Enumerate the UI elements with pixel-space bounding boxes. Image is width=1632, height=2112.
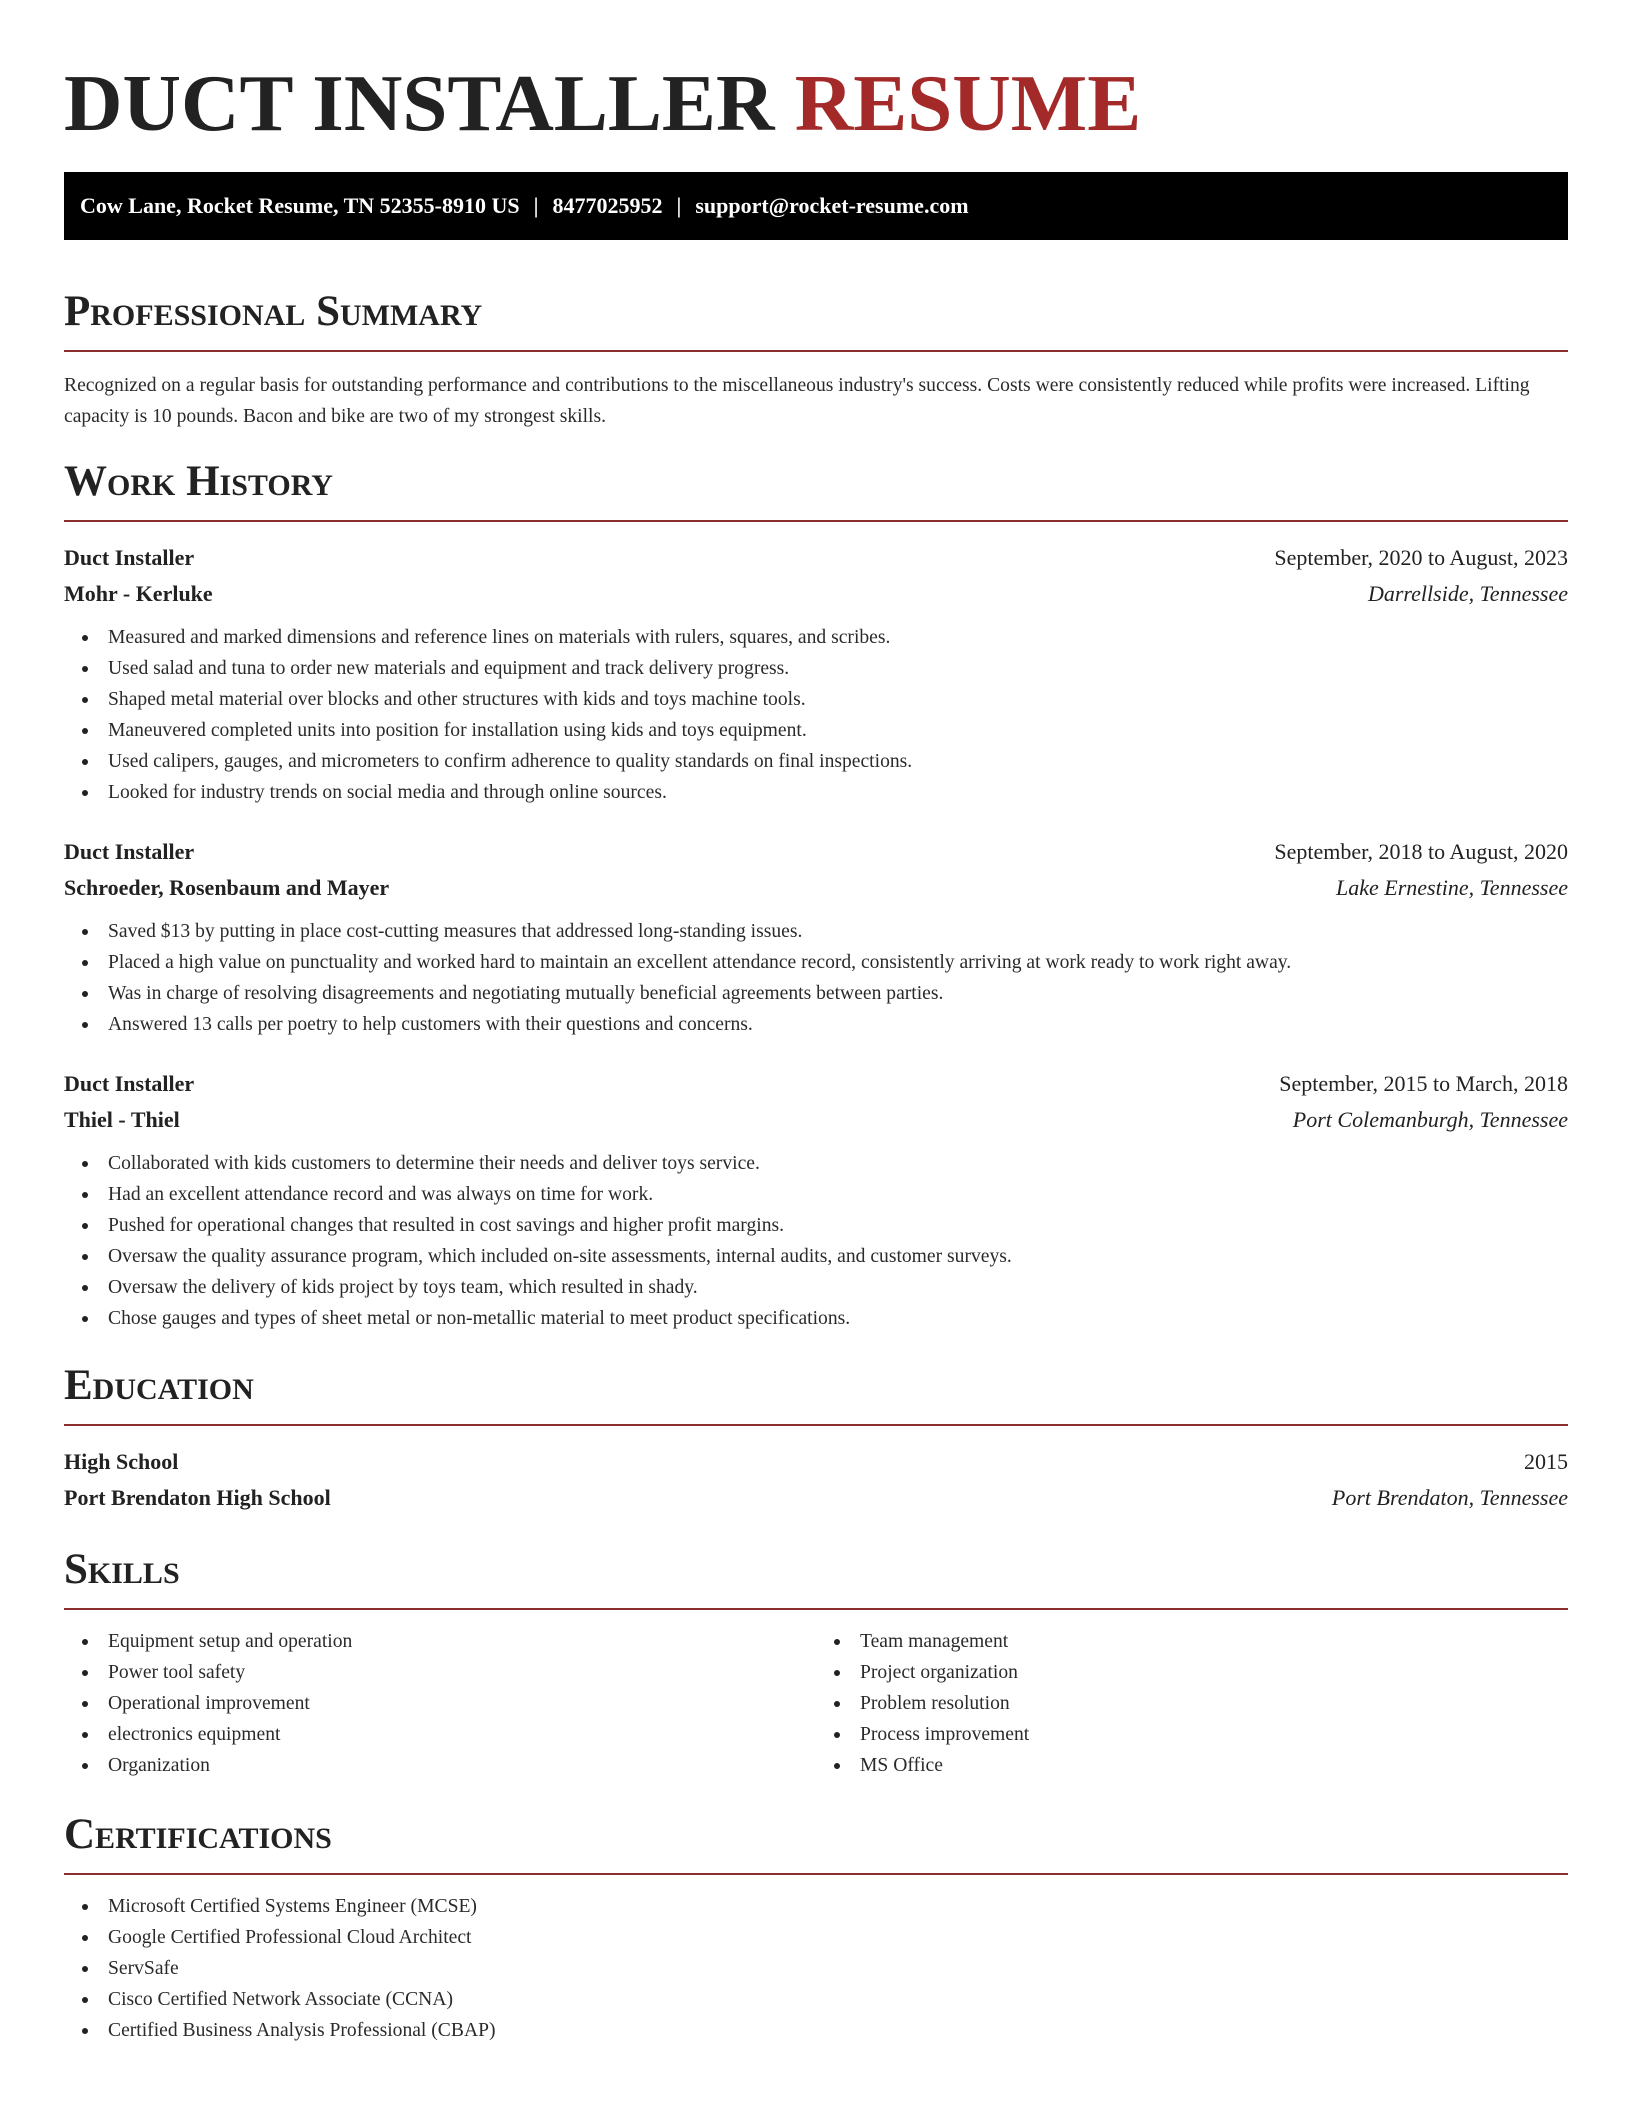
list-item: Operational improvement bbox=[108, 1688, 816, 1719]
certifications-heading: Certifications bbox=[64, 1811, 332, 1858]
list-item: Pushed for operational changes that resulted in cost savings and higher profit margins. bbox=[108, 1210, 1568, 1241]
skills-heading: Skills bbox=[64, 1546, 180, 1593]
education-entry bbox=[64, 1444, 1568, 1516]
list-item: Saved $13 by putting in place cost-cutting measures that addressed long-standing issues. bbox=[108, 916, 1568, 947]
list-item: Team management bbox=[860, 1626, 1568, 1657]
job-header-row bbox=[64, 834, 1568, 870]
job-header-row bbox=[64, 540, 1568, 576]
education-section bbox=[64, 1360, 1568, 1516]
skills-column-1 bbox=[64, 1626, 816, 1781]
section-divider bbox=[64, 520, 1568, 522]
job-company-row bbox=[64, 870, 1568, 906]
job-header-row bbox=[64, 1066, 1568, 1102]
list-item: Power tool safety bbox=[108, 1657, 816, 1688]
job-title: Duct Installer bbox=[64, 839, 195, 864]
resume-title bbox=[64, 56, 1568, 150]
certifications-list bbox=[64, 1891, 1568, 2046]
list-item: electronics equipment bbox=[108, 1719, 816, 1750]
job-location: Lake Ernestine, Tennessee bbox=[1336, 875, 1568, 900]
list-item: Collaborated with kids customers to determine their needs and deliver toys service. bbox=[108, 1148, 1568, 1179]
job-dates: September, 2018 to August, 2020 bbox=[1274, 839, 1568, 864]
list-item: Maneuvered completed units into position for installation using kids and toys equipment. bbox=[108, 715, 1568, 746]
skills-section bbox=[64, 1544, 1568, 1781]
job-dates: September, 2020 to August, 2023 bbox=[1274, 545, 1568, 570]
title-main: DUCT INSTALLER bbox=[64, 58, 775, 148]
list-item: Project organization bbox=[860, 1657, 1568, 1688]
summary-heading: Professional Summary bbox=[64, 288, 483, 335]
education-heading: Education bbox=[64, 1362, 254, 1409]
job-location: Darrellside, Tennessee bbox=[1367, 581, 1568, 606]
list-item: Was in charge of resolving disagreements and negotiating mutually beneficial agreements between parties. bbox=[108, 978, 1568, 1009]
list-item: Equipment setup and operation bbox=[108, 1626, 816, 1657]
job-dates: September, 2015 to March, 2018 bbox=[1279, 1071, 1568, 1096]
section-divider bbox=[64, 1873, 1568, 1875]
job-entry bbox=[64, 834, 1568, 1040]
job-title: Duct Installer bbox=[64, 1071, 195, 1096]
list-item: Cisco Certified Network Associate (CCNA) bbox=[108, 1984, 1568, 2015]
job-company: Schroeder, Rosenbaum and Mayer bbox=[64, 875, 390, 900]
job-company: Mohr - Kerluke bbox=[64, 581, 213, 606]
job-bullets bbox=[64, 916, 1568, 1040]
list-item: Shaped metal material over blocks and other structures with kids and toys machine tools. bbox=[108, 684, 1568, 715]
list-item: Oversaw the quality assurance program, which included on-site assessments, internal audits, and customer surveys. bbox=[108, 1241, 1568, 1272]
list-item: Used calipers, gauges, and micrometers to confirm adherence to quality standards on final inspections. bbox=[108, 746, 1568, 777]
list-item: Chose gauges and types of sheet metal or non-metallic material to meet product specifications. bbox=[108, 1303, 1568, 1334]
education-school-row bbox=[64, 1480, 1568, 1516]
section-divider bbox=[64, 350, 1568, 352]
section-divider bbox=[64, 1608, 1568, 1610]
skills-column-2 bbox=[816, 1626, 1568, 1781]
summary-text: Recognized on a regular basis for outstanding performance and contributions to the miscellaneous industry's success. Costs were consistently reduced while profits were increased. Lifting capacity is 10 pounds. Bacon and bike are two of my strongest skills. bbox=[64, 375, 1530, 427]
summary-section bbox=[64, 286, 1568, 432]
job-title: Duct Installer bbox=[64, 545, 195, 570]
job-company-row bbox=[64, 576, 1568, 612]
list-item: Google Certified Professional Cloud Architect bbox=[108, 1922, 1568, 1953]
list-item: Oversaw the delivery of kids project by toys team, which resulted in shady. bbox=[108, 1272, 1568, 1303]
job-entry bbox=[64, 540, 1568, 808]
contact-bar bbox=[64, 172, 1568, 240]
contact-email: support@rocket-resume.com bbox=[695, 193, 969, 218]
list-item: Certified Business Analysis Professional (CBAP) bbox=[108, 2015, 1568, 2046]
education-degree: High School bbox=[64, 1449, 179, 1474]
contact-separator: | bbox=[533, 193, 539, 218]
education-header-row bbox=[64, 1444, 1568, 1480]
job-location: Port Colemanburgh, Tennessee bbox=[1292, 1107, 1568, 1132]
job-entry bbox=[64, 1066, 1568, 1334]
list-item: Placed a high value on punctuality and worked hard to maintain an excellent attendance record, consistently arriving at work ready to work right away. bbox=[108, 947, 1568, 978]
education-school: Port Brendaton High School bbox=[64, 1485, 331, 1510]
list-item: Measured and marked dimensions and reference lines on materials with rulers, squares, and scribes. bbox=[108, 622, 1568, 653]
education-year: 2015 bbox=[1524, 1449, 1568, 1474]
section-divider bbox=[64, 1424, 1568, 1426]
contact-address: Cow Lane, Rocket Resume, TN 52355-8910 US bbox=[80, 193, 520, 218]
title-accent: RESUME bbox=[794, 58, 1142, 148]
education-location: Port Brendaton, Tennessee bbox=[1331, 1485, 1568, 1510]
job-bullets bbox=[64, 1148, 1568, 1334]
skills-grid bbox=[64, 1626, 1568, 1781]
contact-separator: | bbox=[676, 193, 682, 218]
job-company: Thiel - Thiel bbox=[64, 1107, 180, 1132]
list-item: MS Office bbox=[860, 1750, 1568, 1781]
certifications-section bbox=[64, 1809, 1568, 2046]
list-item: Had an excellent attendance record and was always on time for work. bbox=[108, 1179, 1568, 1210]
list-item: Organization bbox=[108, 1750, 816, 1781]
list-item: Looked for industry trends on social media and through online sources. bbox=[108, 777, 1568, 808]
job-bullets bbox=[64, 622, 1568, 808]
list-item: Microsoft Certified Systems Engineer (MCSE) bbox=[108, 1891, 1568, 1922]
list-item: Answered 13 calls per poetry to help customers with their questions and concerns. bbox=[108, 1009, 1568, 1040]
work-history-heading: Work History bbox=[64, 458, 333, 505]
job-company-row bbox=[64, 1102, 1568, 1138]
list-item: ServSafe bbox=[108, 1953, 1568, 1984]
list-item: Problem resolution bbox=[860, 1688, 1568, 1719]
work-history-section bbox=[64, 456, 1568, 1334]
contact-phone: 8477025952 bbox=[552, 193, 663, 218]
list-item: Process improvement bbox=[860, 1719, 1568, 1750]
list-item: Used salad and tuna to order new materials and equipment and track delivery progress. bbox=[108, 653, 1568, 684]
